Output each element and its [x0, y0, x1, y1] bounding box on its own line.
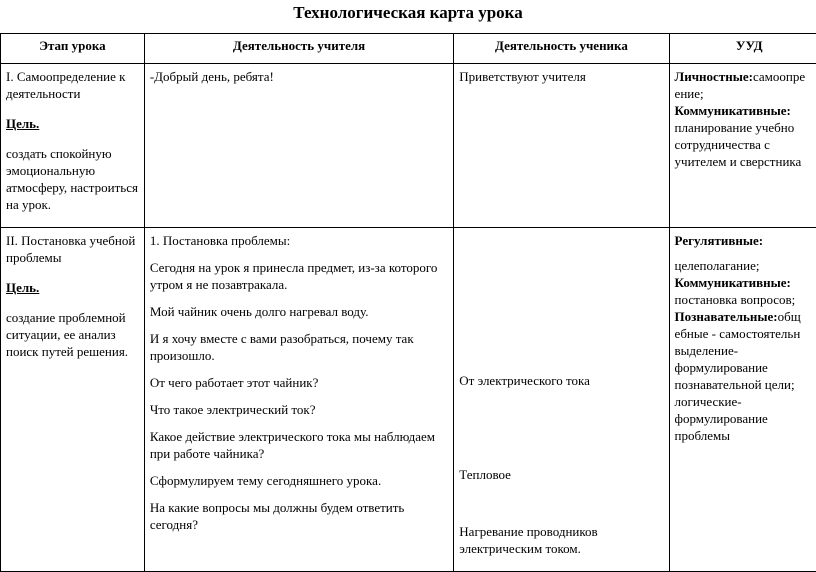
uud-cell — [669, 64, 816, 228]
header-stage: Этап урока — [1, 34, 145, 64]
uud-line: ение; — [675, 85, 816, 102]
student-line: Тепловое — [459, 466, 663, 483]
student-line: От электрического тока — [459, 372, 663, 389]
goal-text: создание проблемной ситуации, ее анализ поиск путей решения. — [6, 309, 139, 360]
stage-cell — [1, 64, 145, 228]
goal-text: создать спокойную эмоциональную атмосферу, настроиться на урок. — [6, 145, 139, 213]
table-row-problem-statement — [1, 228, 816, 572]
uud-line: планирование учебно — [675, 119, 816, 136]
uud-label-communicative: Коммуникативные: — [675, 102, 816, 119]
goal-label: Цель. — [6, 115, 139, 132]
stage-name: I. Самоопределение к деятельности — [6, 68, 139, 102]
uud-cell — [669, 228, 816, 572]
teacher-line: -Добрый день, ребята! — [150, 68, 448, 85]
uud-line: целеполагание; — [675, 257, 816, 274]
uud-line: логические- — [675, 393, 816, 410]
uud-line: ебные - самостоятельн — [675, 325, 816, 342]
student-activity-cell — [454, 64, 669, 228]
teacher-activity-cell — [144, 64, 453, 228]
student-line: Нагревание проводников электрическим током. — [459, 523, 663, 557]
teacher-line: Что такое электрический ток? — [150, 401, 448, 418]
goal-label: Цель. — [6, 279, 139, 296]
uud-line: выделение- — [675, 342, 816, 359]
teacher-activity-cell — [144, 228, 453, 572]
header-uud: УУД — [669, 34, 816, 64]
uud-line: постановка вопросов; — [675, 291, 816, 308]
table-row-self-determination — [1, 64, 816, 228]
stage-name: II. Постановка учебной проблемы — [6, 232, 139, 266]
uud-line — [675, 308, 816, 325]
header-teacher-activity: Деятельность учителя — [144, 34, 453, 64]
teacher-line: Какое действие электрического тока мы наблюдаем при работе чайника? — [150, 428, 448, 462]
header-student-activity: Деятельность ученика — [454, 34, 669, 64]
teacher-line: Сегодня на урок я принесла предмет, из-за которого утром я не позавтракала. — [150, 259, 448, 293]
teacher-line: Мой чайник очень долго нагревал воду. — [150, 303, 448, 320]
uud-label-personal: Личностные: — [675, 69, 753, 84]
uud-line — [675, 68, 816, 85]
uud-line: сотрудничества с — [675, 136, 816, 153]
uud-line: формулирование — [675, 359, 816, 376]
lesson-plan-table — [0, 33, 816, 572]
uud-label-cognitive: Познавательные: — [675, 309, 778, 324]
teacher-line: От чего работает этот чайник? — [150, 374, 448, 391]
uud-label-communicative: Коммуникативные: — [675, 274, 816, 291]
uud-line: познавательной цели; — [675, 376, 816, 393]
teacher-line: 1. Постановка проблемы: — [150, 232, 448, 249]
document-title: Технологическая карта урока — [0, 2, 816, 24]
uud-text-cognitive: общ — [778, 309, 801, 324]
teacher-line: И я хочу вместе с вами разобраться, почему так произошло. — [150, 330, 448, 364]
student-line: Приветствуют учителя — [459, 68, 663, 85]
teacher-line: Сформулируем тему сегодняшнего урока. — [150, 472, 448, 489]
uud-line: формулирование — [675, 410, 816, 427]
stage-cell — [1, 228, 145, 572]
uud-line: учителем и сверстника — [675, 153, 816, 170]
uud-line: проблемы — [675, 427, 816, 444]
table-header-row — [1, 34, 816, 64]
uud-text-personal: самоопре — [753, 69, 805, 84]
teacher-line: На какие вопросы мы должны будем ответить сегодня? — [150, 499, 448, 533]
student-activity-cell — [454, 228, 669, 572]
uud-label-regulatory: Регулятивные: — [675, 232, 816, 249]
